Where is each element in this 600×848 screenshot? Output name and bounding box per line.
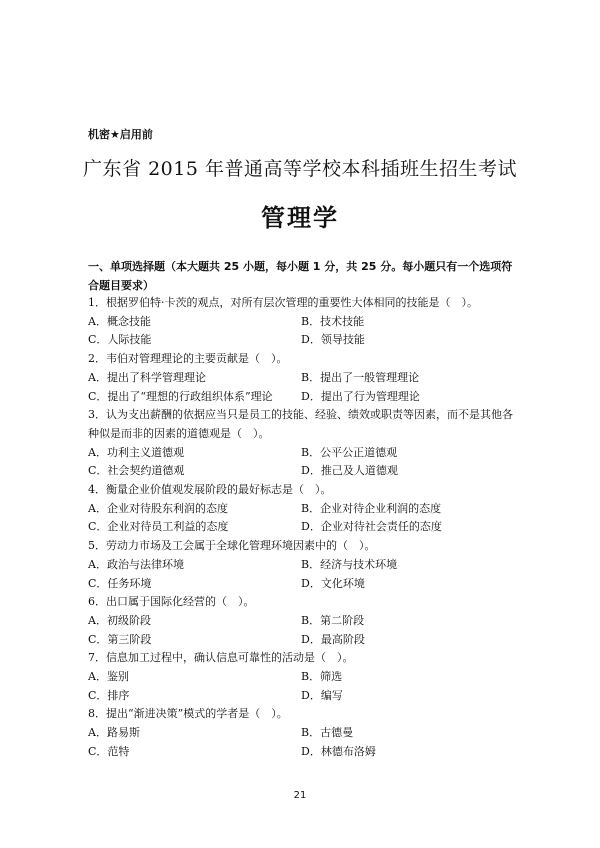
option-c: C．排序 xyxy=(88,688,130,702)
question-item xyxy=(88,537,520,593)
question-item xyxy=(88,294,520,350)
page-number: 21 xyxy=(293,790,307,801)
option-d: D．文化环境 xyxy=(301,576,365,590)
option-b: B．提出了一般管理理论 xyxy=(301,370,420,384)
option-a: A．初级阶段 xyxy=(88,613,151,627)
option-grid xyxy=(88,612,520,649)
question-stem: 5．劳动力市场及工会属于全球化管理环境因素中的（ ）。 xyxy=(88,539,376,553)
option-b: B．古德曼 xyxy=(301,726,354,740)
option-b: B．经济与技术环境 xyxy=(301,557,398,571)
option-grid xyxy=(88,313,520,350)
option-b: B．技术技能 xyxy=(301,314,365,328)
question-list xyxy=(88,294,520,762)
option-c: C．第三阶段 xyxy=(88,632,152,646)
question-stem: 3．认为支出薪酬的依据应当只是员工的技能、经验、绩效或职责等因素，而不是其他各种似是而非的因素的道德观是（ ）。 xyxy=(88,408,513,440)
question-item xyxy=(88,481,520,537)
option-grid xyxy=(88,369,520,406)
option-c: C．社会契约道德观 xyxy=(88,464,185,478)
option-a: A．提出了科学管理理论 xyxy=(88,370,206,384)
question-item xyxy=(88,649,520,705)
option-a: A．概念技能 xyxy=(88,314,151,328)
question-stem: 8．提出“渐进决策”模式的学者是（ ）。 xyxy=(88,707,288,721)
option-c: C．人际技能 xyxy=(88,333,152,347)
option-a: A．政治与法律环境 xyxy=(88,557,184,571)
option-c: C．任务环境 xyxy=(88,576,152,590)
option-d: D．企业对待社会责任的态度 xyxy=(301,520,442,534)
option-b: B．公平公正道德观 xyxy=(301,445,398,459)
option-d: D．提出了行为管理理论 xyxy=(301,389,420,403)
question-item xyxy=(88,705,520,761)
option-b: B．企业对待企业利润的态度 xyxy=(301,501,442,515)
option-c: C．企业对待员工利益的态度 xyxy=(88,520,229,534)
option-d: D．林德布洛姆 xyxy=(301,744,376,758)
option-d: D．编写 xyxy=(301,688,343,702)
option-grid xyxy=(88,500,520,537)
subject-title: 管理学 xyxy=(261,204,339,232)
option-d: D．领导技能 xyxy=(301,333,365,347)
question-item xyxy=(88,350,520,406)
question-stem: 6．出口属于国际化经营的（ ）。 xyxy=(88,595,255,609)
option-a: A．鉴别 xyxy=(88,670,129,684)
confidential-label: 机密★启用前 xyxy=(88,128,153,141)
option-b: B．第二阶段 xyxy=(301,613,365,627)
section-heading: 一、单项选择题（本大题共 25 小题，每小题 1 分，共 25 分。每小题只有一个选项符合题目要求） xyxy=(88,260,513,292)
question-stem: 4．衡量企业价值观发展阶段的最好标志是（ ）。 xyxy=(88,483,332,497)
option-a: A．路易斯 xyxy=(88,726,140,740)
option-d: D．最高阶段 xyxy=(301,632,365,646)
question-item xyxy=(88,593,520,649)
option-grid xyxy=(88,556,520,593)
question-stem: 1．根据罗伯特·卡茨的观点，对所有层次管理的重要性大体相同的技能是（ ）。 xyxy=(88,296,478,309)
option-grid xyxy=(88,444,520,481)
question-stem: 7．信息加工过程中，确认信息可靠性的活动是（ ）。 xyxy=(88,651,354,665)
option-c: C．范特 xyxy=(88,744,130,758)
exam-title: 广东省 2015 年普通高等学校本科插班生招生考试 xyxy=(83,158,517,180)
option-b: B．筛选 xyxy=(301,670,343,684)
option-c: C．提出了“理想的行政组织体系”理论 xyxy=(88,389,273,403)
option-grid xyxy=(88,724,520,761)
option-grid xyxy=(88,668,520,705)
question-item xyxy=(88,406,520,481)
option-a: A．企业对待股东利润的态度 xyxy=(88,501,228,515)
question-stem: 2．韦伯对管理理论的主要贡献是（ ）。 xyxy=(88,352,288,366)
option-d: D．推己及人道德观 xyxy=(301,464,398,478)
option-a: A．功利主义道德观 xyxy=(88,445,184,459)
